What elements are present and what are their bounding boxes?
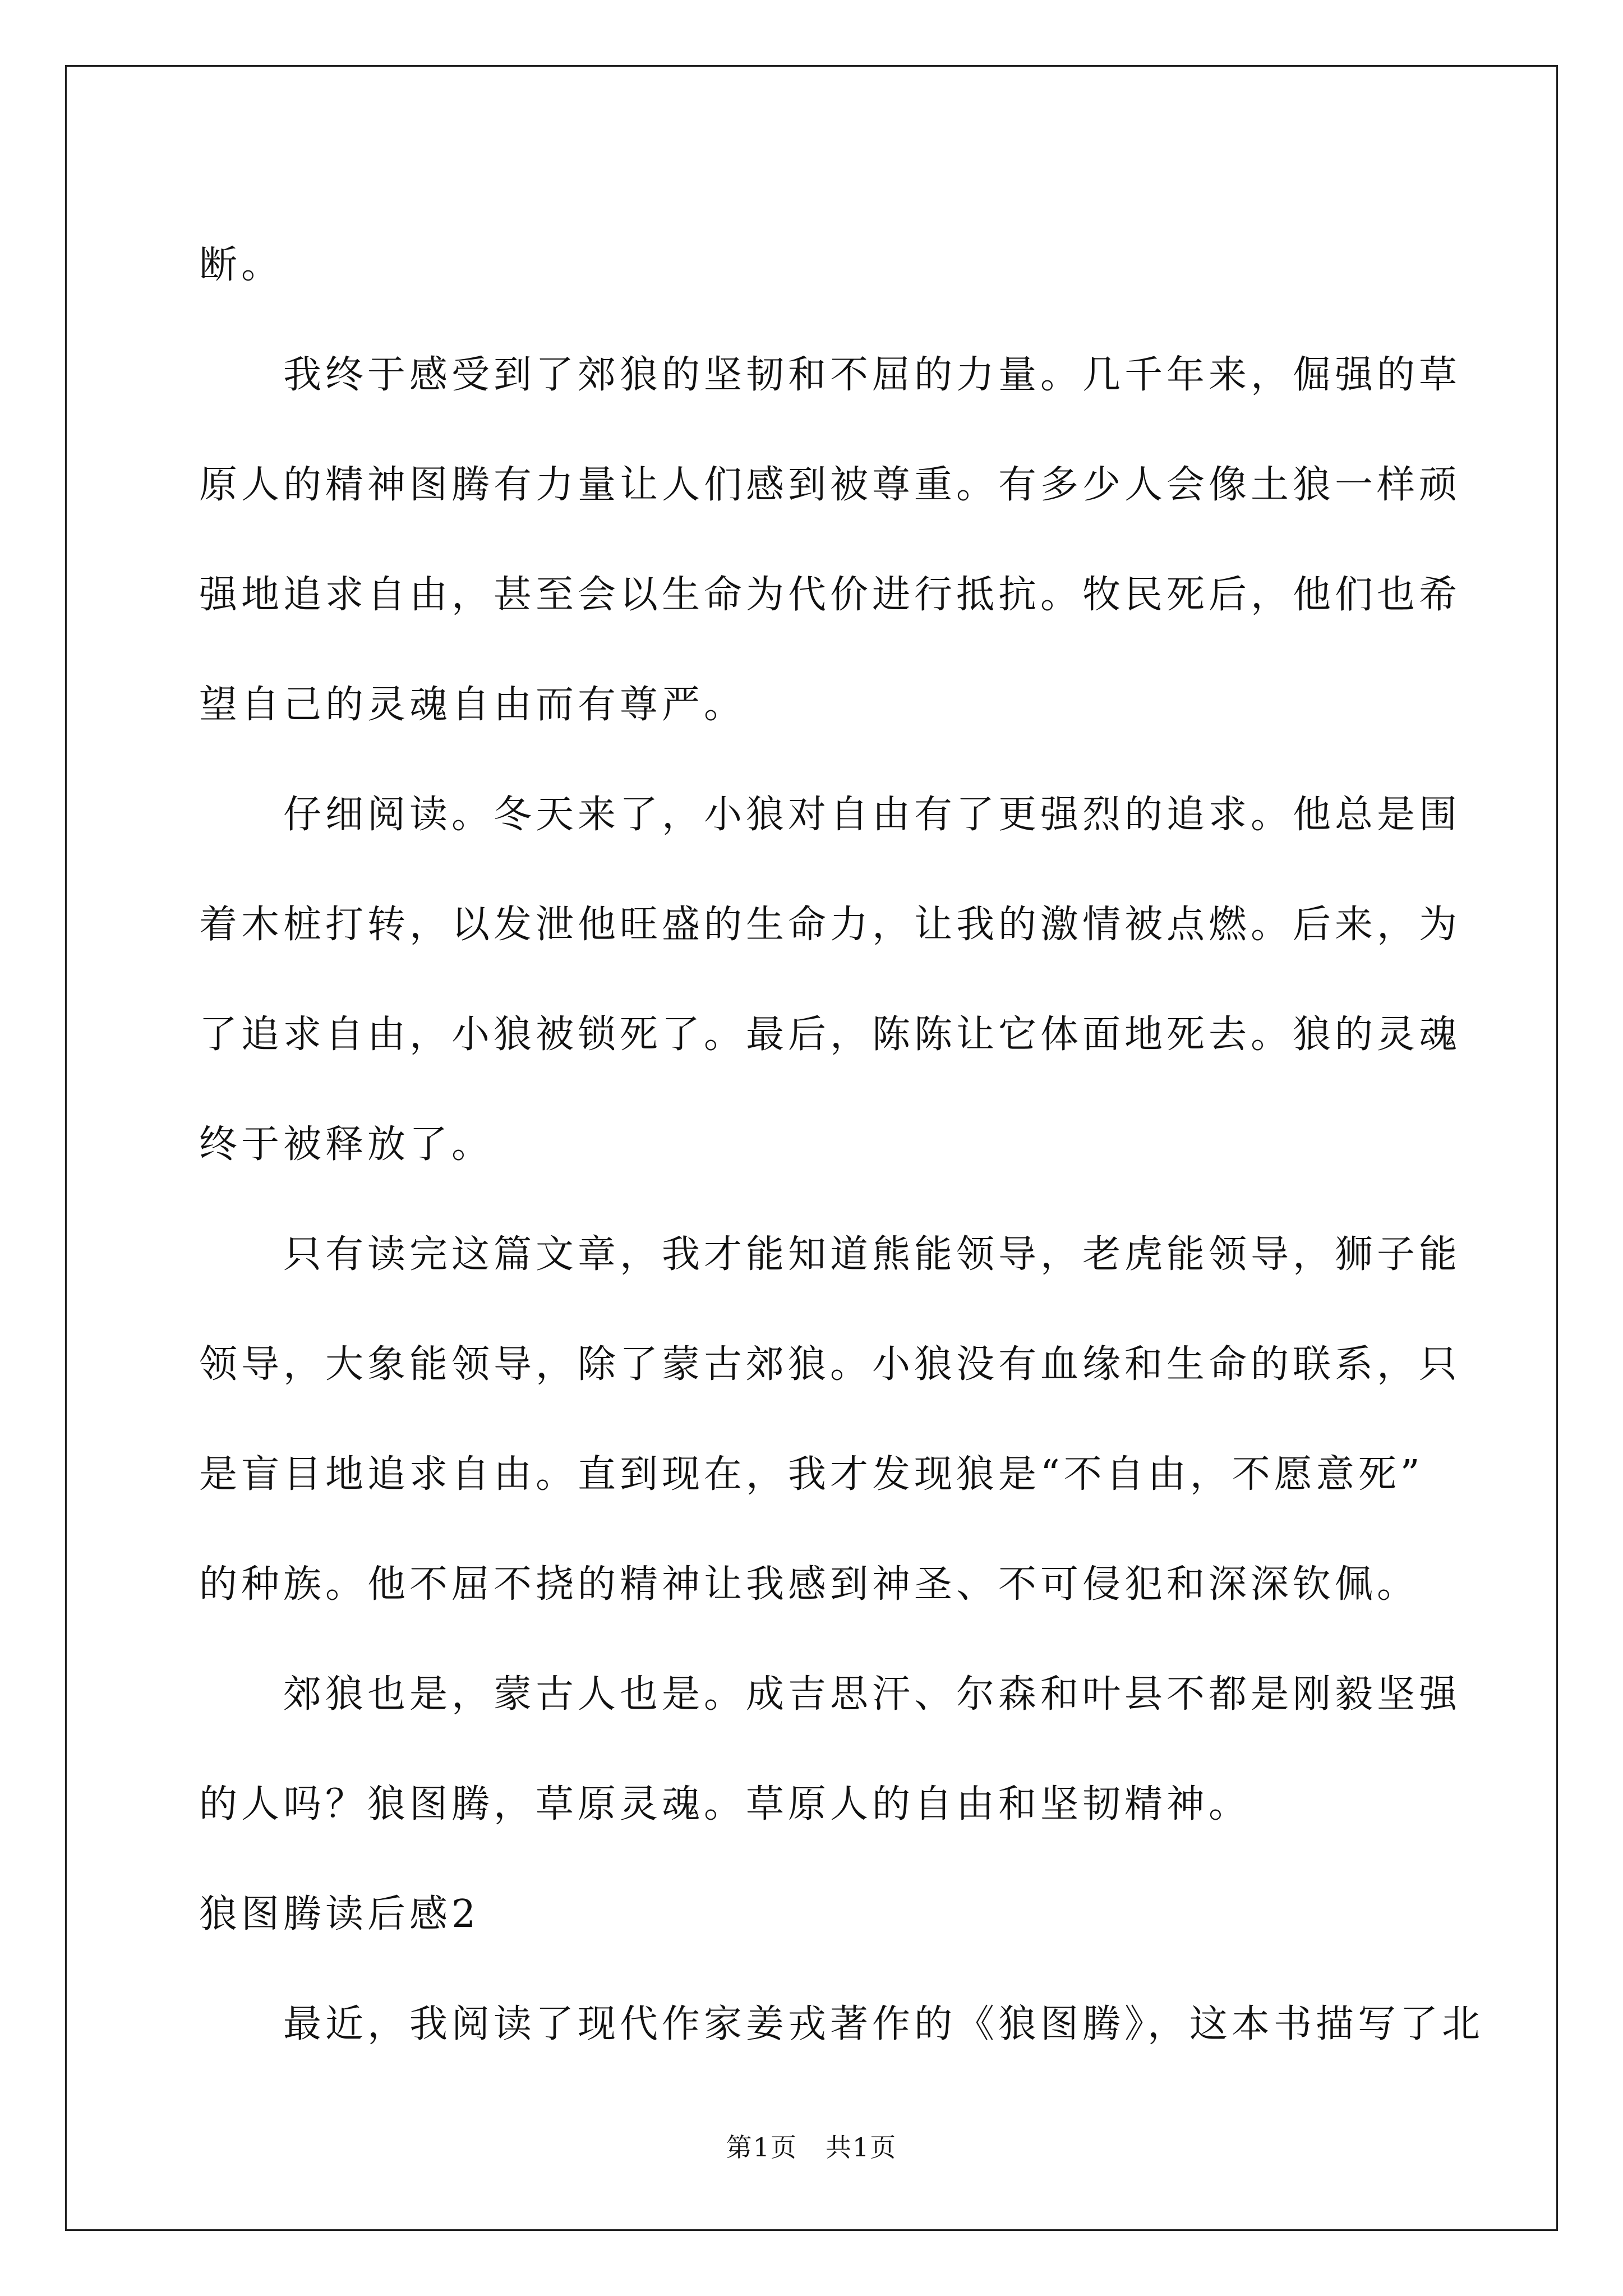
document-body (199, 210, 1484, 2079)
text-line: 着木桩打转，以发泄他旺盛的生命力，让我的激情被点燃。后来，为 (199, 903, 1461, 947)
text-line: 望自己的灵魂自由而有尊严。 (199, 683, 746, 727)
section-heading: 狼图腾读后感2 (199, 1892, 480, 1936)
text-line: 是盲目地追求自由。直到现在，我才发现狼是“不自由，不愿意死” (199, 1452, 1424, 1497)
paragraph-first-line: 只有读完这篇文章，我才能知道熊能领导，老虎能领导，狮子能 (283, 1232, 1461, 1277)
paragraph-first-line: 我终于感受到了郊狼的坚韧和不屈的力量。几千年来，倔强的草 (283, 353, 1461, 397)
text-line: 断。 (199, 243, 284, 287)
text-line: 的人吗？狼图腾，草原灵魂。草原人的自由和坚韧精神。 (199, 1782, 1251, 1826)
paragraph-first-line: 最近，我阅读了现代作家姜戎著作的《狼图腾》，这本书描写了北 (283, 2002, 1484, 2046)
text-line: 了追求自由，小狼被锁死了。最后，陈陈让它体面地死去。狼的灵魂 (199, 1013, 1461, 1057)
text-line: 终于被释放了。 (199, 1122, 494, 1167)
page-footer (0, 2131, 1623, 2164)
page-number: 第1页 (726, 2132, 797, 2162)
text-line: 领导，大象能领导，除了蒙古郊狼。小狼没有血缘和生命的联系，只 (199, 1342, 1461, 1387)
paragraph-first-line: 郊狼也是，蒙古人也是。成吉思汗、尔森和叶县不都是刚毅坚强 (283, 1672, 1461, 1717)
page-total: 共1页 (826, 2132, 897, 2162)
paragraph-first-line: 仔细阅读。冬天来了，小狼对自由有了更强烈的追求。他总是围 (283, 793, 1461, 837)
text-line: 原人的精神图腾有力量让人们感到被尊重。有多少人会像土狼一样顽 (199, 463, 1461, 507)
text-line: 强地追求自由，甚至会以生命为代价进行抵抗。牧民死后，他们也希 (199, 573, 1461, 617)
text-line: 的种族。他不屈不挠的精神让我感到神圣、不可侵犯和深深钦佩。 (199, 1562, 1419, 1607)
